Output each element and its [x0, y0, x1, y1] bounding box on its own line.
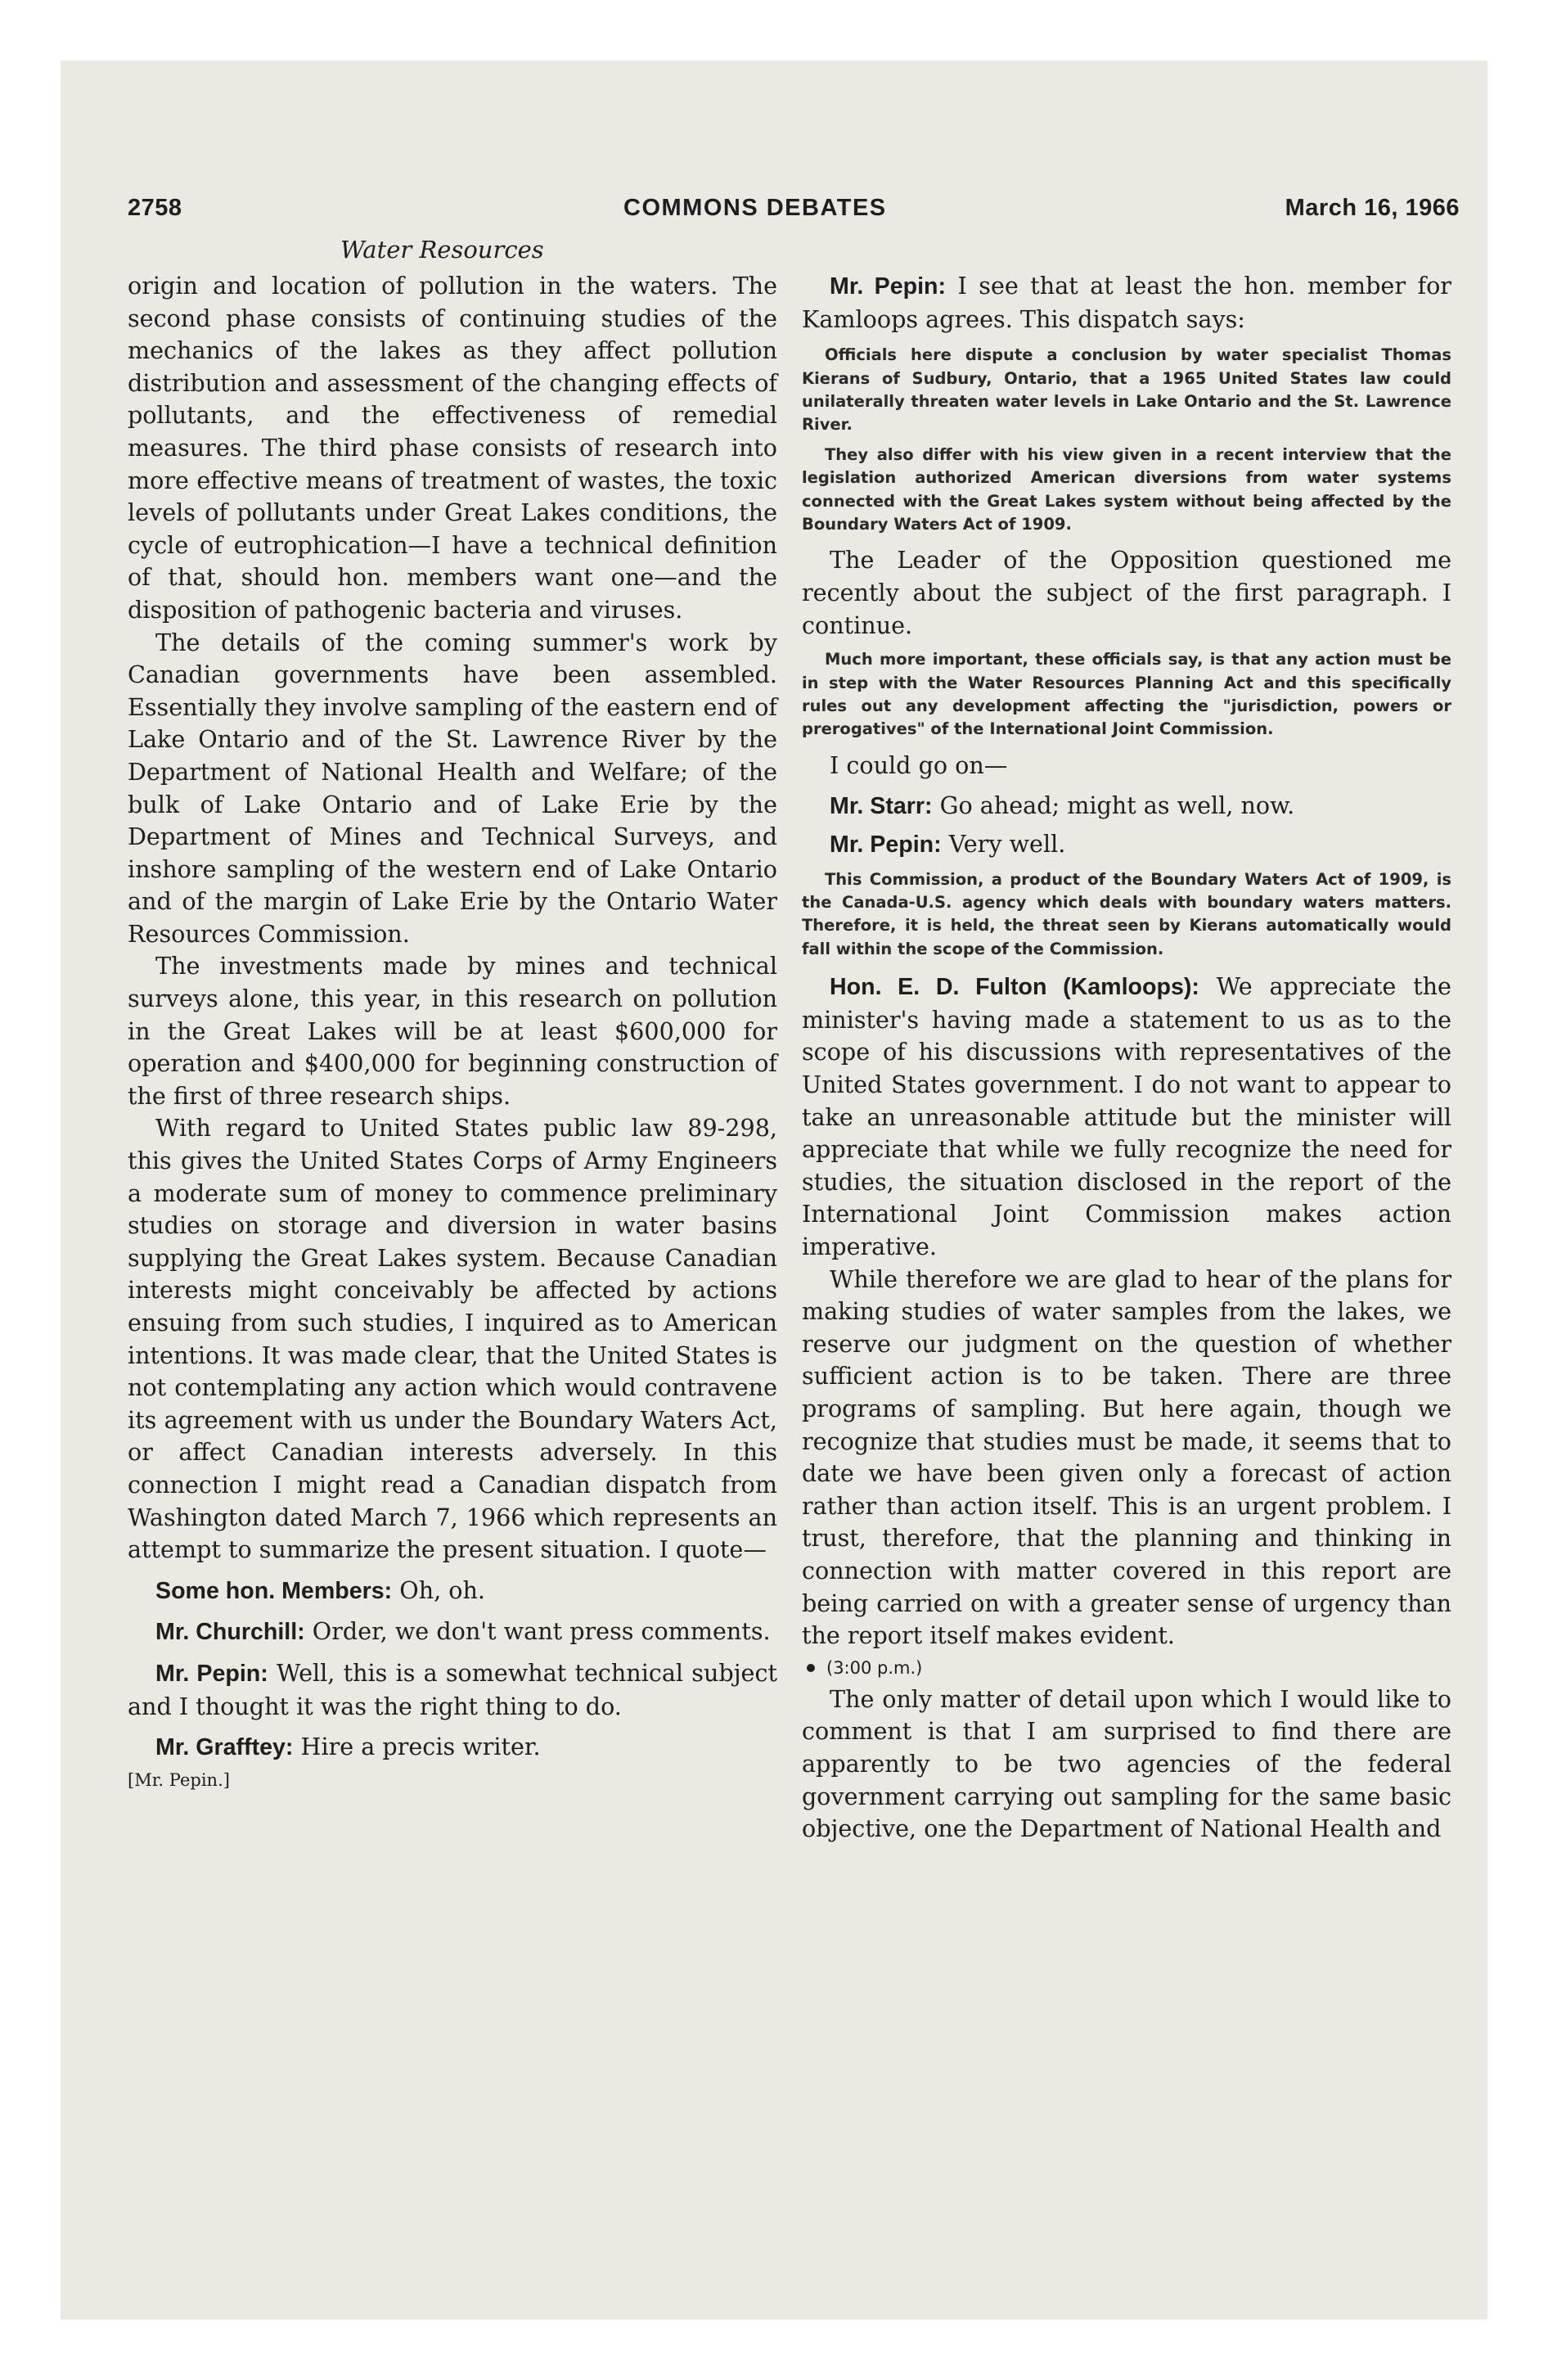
paragraph-only-matter: The only matter of detail upon which I would like to comment is that I am surprised to find there are apparently to be two agencies of the federal government carrying out sampling for the same basic objective, one the Department of National Health and: [802, 1684, 1451, 1843]
exchange-pepin: [128, 1657, 777, 1723]
paragraph-leader-opposition: The Leader of the Opposition questioned me recently about the subject of the first paragraph. I continue.: [802, 546, 1451, 639]
page-date: March 16, 1966: [1285, 195, 1460, 221]
left-column: [128, 270, 777, 1792]
speech-text: Very well.: [941, 830, 1066, 859]
speaker-name: Mr. Pepin:: [830, 832, 942, 859]
exchange-churchill: [128, 1616, 777, 1649]
section-title: Water Resources: [340, 236, 544, 264]
speech-text: I see that at least the hon. member for Kamloops agrees. This dispatch says:: [802, 272, 1451, 333]
exchange-starr: [802, 790, 1451, 823]
journal-title: COMMONS DEBATES: [623, 195, 887, 221]
quote-officials-dispute: Officials here dispute a conclusion by water specialist Thomas Kierans of Sudbury, Ontario, that a 1965 United States law could unilaterally threaten water levels in Lake Ontario and the St. Lawrence River.: [802, 345, 1451, 435]
speaker-name: Mr. Pepin:: [830, 273, 947, 300]
speech-text: Hire a precis writer.: [293, 1733, 541, 1761]
bullet-icon: [807, 1664, 815, 1672]
time-stamp-text: (3:00 p.m.): [826, 1657, 923, 1678]
paragraph-while-therefore: While therefore we are glad to hear of the plans for making studies of water samples from the lakes, we reserve our judgment on the question of whether sufficient action is to be taken. There are three programs of sampling. But here again, though we recognize that studies must be made, it seems that to date we have been given only a forecast of action rather than action itself. This is an urgent problem. I trust, therefore, that the planning and thinking in connection with matter covered in this report are being carried on with a greater sense of urgency than the report itself makes evident.: [802, 1264, 1451, 1650]
page-number: 2758: [128, 195, 182, 221]
quote-differ-view: They also differ with his view given in a recent interview that the legislation authorized American diversions from water systems connected with the Great Lakes system without being affected by the Boundary Waters Act of 1909.: [802, 444, 1451, 534]
speaker-name: Mr. Churchill:: [155, 1619, 305, 1646]
speech-text: Oh, oh.: [392, 1575, 486, 1604]
exchange-pepin-dispatch: [802, 270, 1451, 336]
paragraph-go-on: I could go on—: [830, 751, 1008, 779]
speech-text: Go ahead; might as well, now.: [932, 791, 1295, 820]
speaker-name: Hon. E. D. Fulton (Kamloops):: [830, 974, 1199, 1001]
right-column: [802, 270, 1451, 1846]
paragraph-pollution-phases: origin and location of pollution in the waters. The second phase consists of continuing studies of the mechanics of the lakes as they affect pollution distribution and assessment of the changing effects of pollutants, and the effectiveness of remedial measures. The third phase consists of research into more effective means of treatment of wastes, the toxic levels of pollutants under Great Lakes conditions, the cycle of eutrophication—I have a technical definition of that, should hon. members want one—and the disposition of pathogenic bacteria and viruses.: [128, 272, 777, 624]
paragraph-us-public-law: With regard to United States public law 89-298, this gives the United States Corps of Army Engineers a moderate sum of money to commence preliminary studies on storage and diversion in water basins supplying the Great Lakes system. Because Canadian interests might conceivably be affected by actions ensuing from such studies, I inquired as to American intentions. It was made clear, that the United States is not contemplating any action which would contravene its agreement with us under the Boundary Waters Act, or affect Canadian interests adversely. In this connection I might read a Canadian dispatch from Washington dated March 7, 1966 which represents an attempt to summarize the present situation. I quote—: [128, 1114, 777, 1564]
exchange-members: [128, 1575, 777, 1608]
quote-more-important: Much more important, these officials say, is that any action must be in step with the Water Resources Planning Act and this specifically rules out any development affecting the "jurisdiction, powers or prerogatives" of the International Joint Commission.: [802, 650, 1451, 739]
speaker-reference: [Mr. Pepin.]: [128, 1769, 230, 1790]
speech-text: We appreciate the minister's having made a statement to us as to the scope of his discussions with representatives of the United States government. I do not want to appear to take an unreasonable attitude but the minister will appreciate that while we fully recognize the need for studies, the situation disclosed in the report of the International Joint Commission makes action imperative.: [802, 972, 1451, 1260]
paragraph-investments: The investments made by mines and technical surveys alone, this year, in this research on pollution in the Great Lakes will be at least $600,000 for operation and $400,000 for beginning construction of the first of three research ships.: [128, 952, 777, 1110]
speaker-name: Mr. Grafftey:: [155, 1734, 294, 1761]
exchange-pepin-very-well: [802, 828, 1451, 862]
speaker-name: Mr. Starr:: [830, 793, 933, 820]
speech-text: Well, this is a somewhat technical subject and I thought it was the right thing to do.: [128, 1658, 777, 1720]
paragraph-summer-work: The details of the coming summer's work by Canadian governments have been assembled. Essentially they involve sampling of the eastern end of Lake Ontario and of the St. Lawrence River by the Department of National Health and Welfare; of the bulk of Lake Ontario and of Lake Erie by the Department of Mines and Technical Surveys, and inshore sampling of the western end of Lake Ontario and of the margin of Lake Erie by the Ontario Water Resources Commission.: [128, 628, 777, 948]
speech-text: Order, we don't want press comments.: [304, 1617, 771, 1646]
exchange-grafftey: [128, 1731, 777, 1765]
time-stamp: [802, 1656, 1451, 1680]
speaker-name: Mr. Pepin:: [155, 1660, 268, 1687]
exchange-fulton: [802, 971, 1451, 1263]
quote-commission: This Commission, a product of the Boundary Waters Act of 1909, is the Canada-U.S. agency which deals with boundary waters matters. Therefore, it is held, the threat seen by Kierans automatically would fall within the scope of the Commission.: [802, 869, 1451, 958]
speaker-name: Some hon. Members:: [155, 1577, 393, 1604]
